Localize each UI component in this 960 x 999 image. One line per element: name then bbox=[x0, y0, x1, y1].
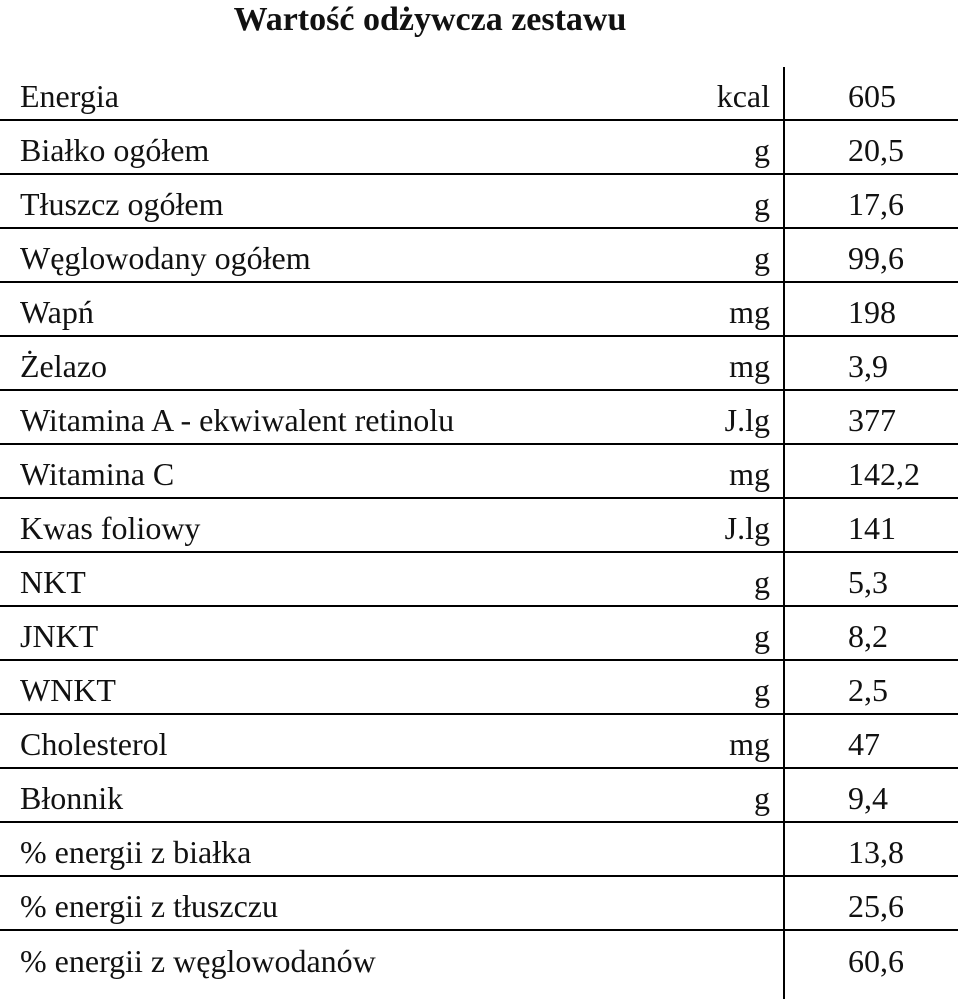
nutrient-unit: mg bbox=[729, 347, 770, 384]
table-row bbox=[0, 553, 958, 607]
nutrient-value: 3,9 bbox=[848, 347, 888, 384]
nutrient-unit bbox=[600, 823, 770, 875]
nutrient-name: Kwas foliowy bbox=[20, 509, 201, 546]
table-row bbox=[0, 67, 958, 121]
nutrient-value: 377 bbox=[848, 401, 896, 438]
nutrient-name: % energii z białka bbox=[20, 833, 252, 870]
table-row bbox=[0, 715, 958, 769]
nutrient-unit bbox=[600, 877, 770, 929]
nutrient-value: 198 bbox=[848, 293, 896, 330]
nutrient-name: Węglowodany ogółem bbox=[20, 239, 311, 276]
table-row bbox=[0, 823, 958, 877]
nutrient-name: Tłuszcz ogółem bbox=[20, 185, 224, 222]
nutrient-value: 142,2 bbox=[848, 455, 920, 492]
table-row bbox=[0, 337, 958, 391]
nutrient-value: 8,2 bbox=[848, 617, 888, 654]
nutrient-name: WNKT bbox=[20, 671, 116, 708]
nutrient-unit: mg bbox=[729, 725, 770, 762]
nutrient-name: Cholesterol bbox=[20, 725, 168, 762]
table-row bbox=[0, 607, 958, 661]
nutrient-name: Wapń bbox=[20, 293, 94, 330]
nutrient-value: 2,5 bbox=[848, 671, 888, 708]
table-row bbox=[0, 877, 958, 931]
nutrient-value: 99,6 bbox=[848, 239, 904, 276]
nutrient-name: Żelazo bbox=[20, 347, 108, 384]
nutrient-name: Energia bbox=[20, 77, 119, 114]
document-title: Wartość odżywcza zestawu bbox=[233, 1, 627, 38]
nutrient-unit: J.lg bbox=[724, 401, 770, 438]
nutrient-unit: mg bbox=[729, 293, 770, 330]
nutrient-value: 47 bbox=[848, 725, 880, 762]
nutrient-name: NKT bbox=[20, 563, 86, 600]
table-row bbox=[0, 283, 958, 337]
nutrient-name: % energii z węglowodanów bbox=[20, 942, 376, 979]
nutrient-name: JNKT bbox=[20, 617, 99, 654]
nutrient-unit: mg bbox=[729, 455, 770, 492]
nutrient-unit: g bbox=[754, 779, 770, 816]
table-row bbox=[0, 391, 958, 445]
nutrient-value: 141 bbox=[848, 509, 896, 546]
nutrient-unit: J.lg bbox=[724, 509, 770, 546]
nutrient-unit: g bbox=[754, 563, 770, 600]
nutrient-name: % energii z tłuszczu bbox=[20, 887, 278, 924]
table-row bbox=[0, 499, 958, 553]
nutrient-unit: g bbox=[754, 131, 770, 168]
nutrient-unit: g bbox=[754, 617, 770, 654]
nutrition-table bbox=[0, 67, 958, 985]
table-row bbox=[0, 121, 958, 175]
nutrient-value: 25,6 bbox=[848, 887, 904, 924]
nutrient-value: 17,6 bbox=[848, 185, 904, 222]
table-row bbox=[0, 175, 958, 229]
nutrient-name: Witamina A - ekwiwalent retinolu bbox=[20, 401, 455, 438]
nutrient-value: 5,3 bbox=[848, 563, 888, 600]
nutrient-name: Błonnik bbox=[20, 779, 124, 816]
table-row bbox=[0, 931, 958, 985]
nutrient-unit: g bbox=[754, 185, 770, 222]
nutrient-unit bbox=[600, 931, 770, 985]
nutrient-value: 9,4 bbox=[848, 779, 888, 816]
nutrient-value: 605 bbox=[848, 77, 896, 114]
nutrient-value: 20,5 bbox=[848, 131, 904, 168]
nutrient-value: 60,6 bbox=[848, 942, 904, 979]
nutrient-unit: kcal bbox=[716, 77, 770, 114]
table-row bbox=[0, 769, 958, 823]
nutrient-name: Witamina C bbox=[20, 455, 175, 492]
table-row bbox=[0, 229, 958, 283]
nutrient-unit: g bbox=[754, 671, 770, 708]
nutrient-name: Białko ogółem bbox=[20, 131, 210, 168]
nutrient-value: 13,8 bbox=[848, 833, 904, 870]
nutrient-unit: g bbox=[754, 239, 770, 276]
column-divider bbox=[783, 67, 785, 999]
table-row bbox=[0, 445, 958, 499]
table-row bbox=[0, 661, 958, 715]
